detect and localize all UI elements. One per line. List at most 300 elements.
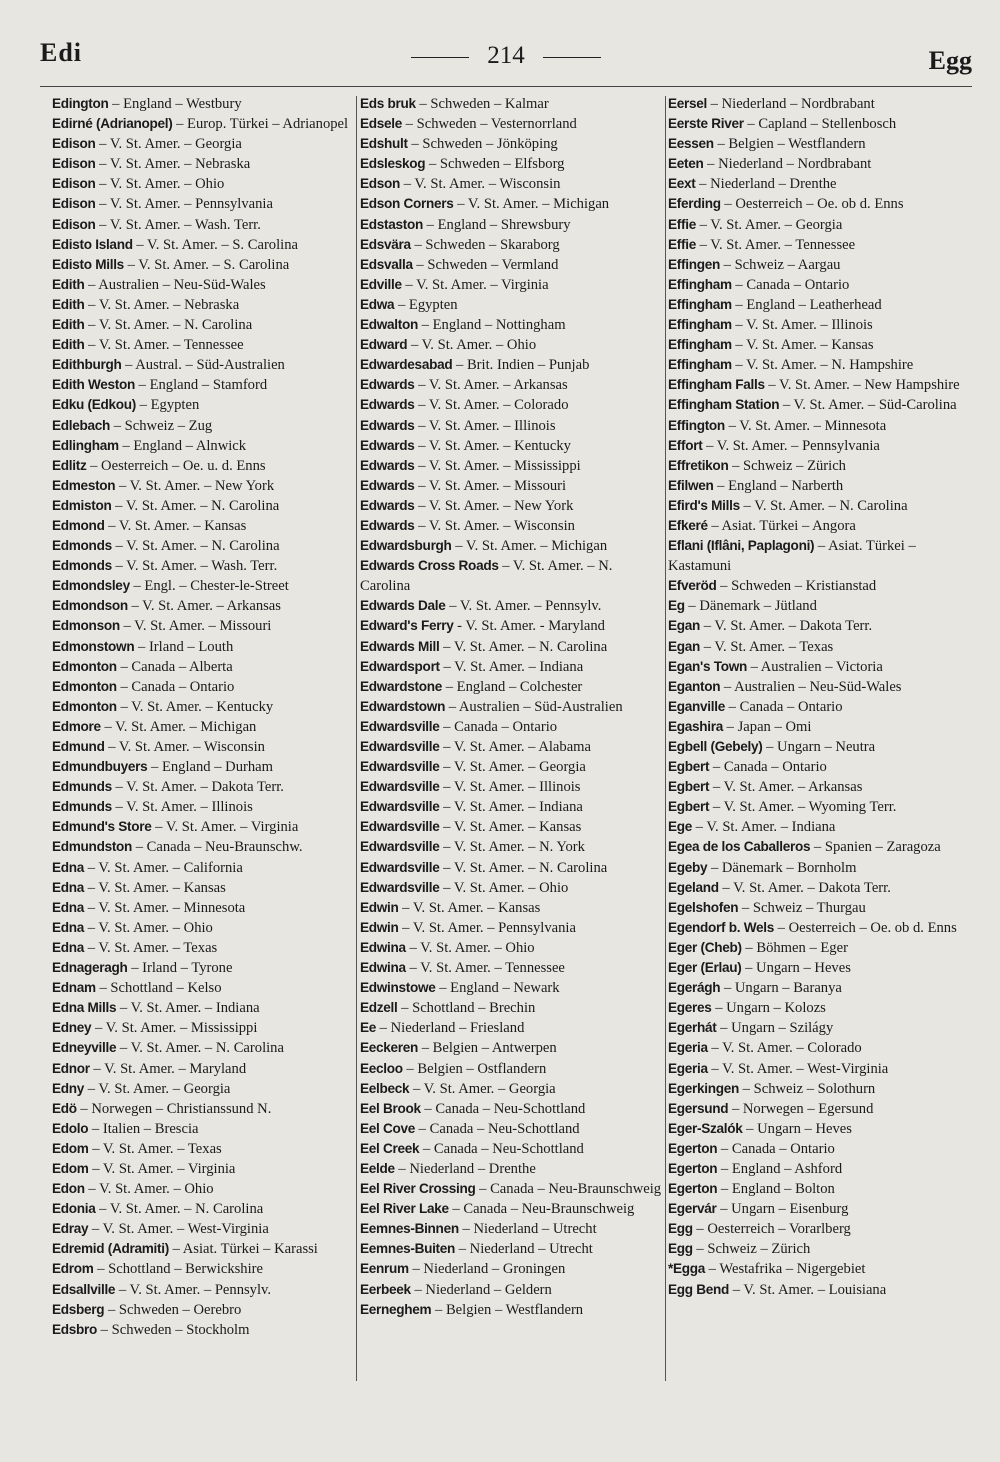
place-name: Egeres [668, 1000, 712, 1016]
place-name: Egashira [668, 718, 724, 734]
gazetteer-entry [360, 1179, 664, 1199]
gazetteer-entry [52, 837, 352, 857]
place-location: – Schweden – Oerebro [104, 1301, 242, 1318]
gazetteer-entry [668, 215, 974, 235]
gazetteer-entry [52, 1259, 352, 1279]
place-name: Edrom [52, 1261, 94, 1277]
place-name: Egerhát [668, 1020, 717, 1036]
place-name: Edwardsville [360, 779, 440, 795]
gazetteer-entry [668, 194, 974, 214]
gazetteer-entry [360, 697, 664, 717]
place-location: – Schweiz – Zürich [728, 457, 846, 474]
gazetteer-entry [668, 596, 974, 616]
header-dash-right [543, 57, 601, 58]
place-name: Egelshofen [668, 899, 739, 915]
place-name: Egersund [668, 1100, 729, 1116]
place-name: Edith [52, 317, 85, 333]
page-number-line [40, 42, 972, 70]
gazetteer-entry [360, 94, 664, 114]
place-location: – V. St. Amer. – Minnesota [724, 417, 887, 434]
gazetteer-entry [52, 1219, 352, 1239]
place-name: Eg [668, 598, 685, 614]
gazetteer-entry [668, 616, 974, 636]
place-name: Edon [52, 1181, 85, 1197]
place-location: – Asiat. Türkei – Kastamuni [668, 538, 916, 575]
place-name: Edwardesabad [360, 357, 453, 373]
gazetteer-entry [668, 878, 974, 898]
place-name: Edington [52, 96, 109, 111]
place-name: Eferding [668, 196, 721, 212]
place-location: – V. St. Amer. – N. Carolina [111, 497, 280, 514]
place-location: – V. St. Amer. – Arkansas [127, 598, 281, 615]
place-location: – V. St. Amer. – Wyoming Terr. [709, 799, 897, 816]
place-location: – V. St. Amer. – Ohio [84, 1181, 214, 1198]
place-name: Edmiston [52, 497, 112, 513]
place-location: – Asiat. Türkei – Karassi [168, 1241, 318, 1258]
gazetteer-entry [52, 958, 352, 978]
place-name: *Egga [668, 1261, 706, 1277]
place-name: Egeria [668, 1040, 708, 1056]
place-name: Edku (Edkou) [52, 397, 137, 413]
place-location: – V. St. Amer. – Dakota Terr. [111, 779, 284, 796]
place-location: – V. St. Amer. – N. Carolina [116, 1040, 284, 1057]
place-name: Eds bruk [360, 96, 416, 111]
gazetteer-entry [360, 1038, 664, 1058]
place-location: – Schottland – Kelso [95, 980, 222, 997]
place-name: Edith [52, 296, 85, 312]
place-location: – Asiat. Türkei – Angora [707, 517, 856, 534]
place-name: Egeria [668, 1060, 708, 1076]
place-name: Eel Creek [360, 1140, 420, 1156]
place-name: Edwin [360, 899, 399, 915]
place-location: – V. St. Amer. – Dakota Terr. [718, 879, 891, 896]
gazetteer-entry [668, 375, 974, 395]
place-location: – V. St. Amer. – Georgia [95, 136, 242, 153]
gazetteer-entry [52, 174, 352, 194]
gazetteer-entry [668, 1119, 974, 1139]
place-location: – V. St. Amer. – Alabama [439, 739, 591, 755]
place-location: – Canada – Neu-Schottland [419, 1140, 584, 1157]
place-name: Effort [668, 437, 703, 453]
place-name: Edmund's Store [52, 819, 152, 835]
place-location: – England – Colchester [442, 678, 583, 695]
gazetteer-entry [668, 677, 974, 697]
place-location: – V. St. Amer. – Wisconsin [400, 176, 561, 193]
place-name: Edna [52, 919, 85, 935]
place-location: – V. St. Amer. – N. York [439, 839, 585, 856]
place-name: Effie [668, 216, 696, 232]
gazetteer-entry [668, 476, 974, 496]
place-name: Edwardsville [360, 819, 440, 835]
header-dash-left [411, 57, 469, 58]
gazetteer-entry [52, 536, 352, 556]
place-location: – V. St. Amer. – Nebraska [95, 156, 251, 173]
gazetteer-entry [360, 154, 664, 174]
place-name: Edmonton [52, 698, 117, 714]
gazetteer-entry [360, 596, 664, 616]
place-location: – V. St. Amer. – Georgia [439, 759, 586, 776]
place-location: – V. St. Amer. – Louisiana [729, 1281, 887, 1298]
place-location: – Canada – Neu-Schottland [415, 1120, 580, 1137]
place-location: – V. St. Amer. – Indiana [116, 1000, 260, 1017]
place-name: Eemnes-Binnen [360, 1221, 459, 1237]
gazetteer-entry [52, 476, 352, 496]
place-location: – England – Bolton [717, 1181, 835, 1198]
gazetteer-entry [668, 1259, 974, 1279]
place-location: – England – Narberth [713, 477, 844, 494]
place-location: – Schweiz – Solothurn [739, 1080, 876, 1097]
gazetteer-entry [52, 677, 352, 697]
place-name: Edna Mills [52, 1000, 117, 1016]
gazetteer-entry [360, 938, 664, 958]
place-name: Edmeston [52, 477, 116, 493]
gazetteer-entry [52, 637, 352, 657]
gazetteer-entry [360, 355, 664, 375]
place-name: Edmonstown [52, 638, 135, 654]
place-location: – V. St. Amer. – N. Hampshire [731, 357, 914, 374]
place-location: – V. St. Amer. – Minnesota [84, 899, 246, 916]
place-location: – Australien – Victoria [746, 658, 883, 675]
place-location: – V. St. Amer. – Ohio [439, 879, 569, 896]
gazetteer-entry [668, 295, 974, 315]
gazetteer-entry [52, 998, 352, 1018]
place-name: Egerton [668, 1160, 718, 1176]
gazetteer-entry [360, 114, 664, 134]
place-name: Egerágh [668, 980, 721, 996]
place-location: – V. St. Amer. – Georgia [84, 1080, 231, 1097]
gazetteer-entry [668, 1038, 974, 1058]
place-name: Egendorf b. Wels [668, 919, 774, 935]
gazetteer-entry [360, 878, 664, 898]
place-name: Egbert [668, 759, 710, 775]
place-location: – Irland – Tyrone [127, 960, 233, 977]
place-location: – V. St. Amer. – Texas [700, 638, 834, 655]
gazetteer-entry [52, 697, 352, 717]
place-name: Eel Cove [360, 1120, 416, 1136]
gazetteer-entry [668, 496, 974, 516]
gazetteer-entry [668, 154, 974, 174]
gazetteer-entry [52, 777, 352, 797]
gazetteer-entry [52, 717, 352, 737]
place-name: Eessen [668, 136, 714, 152]
place-name: Egeland [668, 879, 719, 895]
place-location: – Böhmen – Eger [741, 939, 848, 956]
place-location: – Capland – Stellenbosch [743, 116, 897, 133]
place-location: – Canada – Ontario [709, 759, 827, 776]
gazetteer-entry [668, 456, 974, 476]
place-name: Edna [52, 939, 85, 955]
place-name: Edwardsville [360, 879, 440, 895]
gazetteer-entry [668, 1219, 974, 1239]
place-location: – England – Leatherhead [731, 296, 882, 313]
gazetteer-entry [52, 556, 352, 576]
place-location: – Canada – Ontario [731, 276, 850, 293]
place-location: – V. St. Amer. – N. Carolina [84, 317, 253, 334]
gazetteer-entry [360, 1139, 664, 1159]
gazetteer-entry [52, 275, 352, 295]
place-location: – V. St. Amer. – N. Carolina [739, 497, 908, 514]
place-location: – Dänemark – Bornholm [707, 859, 857, 876]
gazetteer-entry [360, 717, 664, 737]
gazetteer-entry [360, 1280, 664, 1300]
place-name: Egbell (Gebely) [668, 739, 763, 754]
place-name: Edson Corners [360, 196, 454, 212]
place-location: – V. St. Amer. – Michigan [453, 196, 610, 213]
gazetteer-entry [52, 1179, 352, 1199]
place-name: Edmond [52, 517, 105, 533]
place-location: – V. St. Amer. – Ohio [95, 176, 225, 193]
place-location: – V. St. Amer. – Arkansas [414, 377, 568, 394]
place-name: Efird's Mills [668, 497, 740, 513]
place-name: Edonia [52, 1201, 96, 1217]
gazetteer-entry [360, 536, 664, 556]
gazetteer-entry [668, 235, 974, 255]
page-number: 214 [487, 42, 525, 69]
place-location: – Schweiz – Zürich [692, 1241, 811, 1258]
place-name: Effingham Falls [668, 377, 765, 393]
place-name: Edna [52, 859, 85, 875]
gazetteer-entry [52, 737, 352, 757]
place-name: Edison [52, 136, 96, 152]
gazetteer-entry [52, 757, 352, 777]
gazetteer-entry [668, 255, 974, 275]
gazetteer-entry [360, 295, 664, 315]
place-name: Egerkingen [668, 1080, 740, 1096]
place-name: Efkeré [668, 517, 708, 533]
place-name: Egerton [668, 1140, 718, 1156]
place-name: Edirné (Adrianopel) [52, 116, 173, 132]
place-location: – Belgien – Ostflandern [402, 1060, 547, 1077]
gazetteer-entry [52, 918, 352, 938]
place-name: Edwards Dale [360, 598, 446, 614]
place-name: Edwardstown [360, 698, 446, 714]
place-name: Edzell [360, 1000, 398, 1016]
gazetteer-entry [360, 315, 664, 335]
place-name: Egeby [668, 859, 708, 875]
place-name: Eerste River [668, 116, 744, 132]
place-name: Edom [52, 1140, 89, 1156]
gazetteer-entry [52, 194, 352, 214]
gazetteer-entry [52, 255, 352, 275]
place-location: – V. St. Amer. – Ohio [407, 337, 537, 354]
gazetteer-entry [668, 1199, 974, 1219]
gazetteer-entry [668, 1280, 974, 1300]
place-location: - V. St. Amer. - Maryland [453, 618, 605, 635]
place-name: Edmundston [52, 839, 133, 855]
gazetteer-entry [668, 1159, 974, 1179]
place-location: – V. St. Amer. – Ohio [84, 919, 213, 936]
place-name: Ee [360, 1020, 377, 1036]
place-name: Edwardsville [360, 718, 440, 734]
gazetteer-entry [360, 918, 664, 938]
place-name: Edmunds [52, 799, 112, 815]
place-location: – V. St. Amer. – Mississippi [414, 457, 581, 474]
place-location: – Niederland – Groningen [408, 1261, 566, 1278]
gazetteer-entry [52, 94, 352, 114]
gazetteer-entry [52, 1320, 352, 1340]
gazetteer-entry [668, 94, 974, 114]
place-location: – Norwegen – Christianssund N. [76, 1100, 272, 1117]
place-location: – Niederland – Utrecht [455, 1241, 593, 1258]
place-location: – V. St. Amer. – N. Carolina [439, 638, 608, 655]
place-location: – V. St. Amer. – Kansas [398, 899, 541, 916]
place-location: – Australien – Neu-Süd-Wales [720, 678, 902, 695]
place-name: Eerneghem [360, 1301, 432, 1317]
place-name: Edwards Mill [360, 638, 440, 654]
place-location: – Australien – Neu-Süd-Wales [84, 276, 266, 293]
place-location: – V. St. Amer. – Kansas [84, 879, 226, 896]
header-rule [40, 86, 972, 87]
place-location: – Schweden – Jönköping [407, 136, 558, 153]
gazetteer-entry [668, 837, 974, 857]
place-location: – Canada – Neu-Braunschweig [448, 1201, 635, 1218]
place-name: Egg [668, 1241, 693, 1257]
place-location: – V. St. Amer. – Tennessee [695, 236, 856, 253]
place-location: – Ungarn – Kolozs [711, 1000, 826, 1017]
place-location: – V. St. Amer. – Maryland [89, 1060, 247, 1077]
place-location: – V. St. Amer. – Indiana [439, 658, 584, 675]
place-location: – Norwegen – Egersund [728, 1100, 874, 1117]
place-location: – Ungarn – Eisenburg [716, 1201, 849, 1218]
place-location: – Schweden – Kalmar [415, 96, 549, 112]
place-location: – V. St. Amer. – New York [414, 497, 574, 514]
place-name: Edwa [360, 296, 395, 312]
place-name: Edwina [360, 960, 406, 976]
place-name: Eelbeck [360, 1080, 410, 1096]
gazetteer-entry [52, 1059, 352, 1079]
place-location: – Westafrika – Nigergebiet [705, 1261, 866, 1278]
place-name: Edison [52, 156, 96, 172]
gazetteer-entry [668, 335, 974, 355]
gazetteer-entry [360, 1079, 664, 1099]
gazetteer-entry [52, 657, 352, 677]
gazetteer-entry [52, 616, 352, 636]
gazetteer-entry [52, 797, 352, 817]
place-name: Edmonton [52, 658, 117, 674]
place-location: – V. St. Amer. – N. Carolina [439, 859, 608, 876]
gazetteer-entry [668, 757, 974, 777]
place-name: Edmonds [52, 538, 112, 554]
place-location: – Canada – Neu-Braunschweig [475, 1181, 662, 1198]
gazetteer-entry [668, 576, 974, 596]
place-name: Eel River Crossing [360, 1181, 476, 1197]
gazetteer-entry [360, 1018, 664, 1038]
gazetteer-entry [668, 114, 974, 134]
place-location: – V. St. Amer. – Wisconsin [104, 739, 265, 755]
place-location: – V. St. Amer. – Illinois [439, 779, 581, 796]
place-name: Edmondsley [52, 578, 130, 594]
place-location: – Austral. – Süd-Australien [121, 357, 285, 374]
gazetteer-entry [360, 637, 664, 657]
place-name: Edwards [360, 437, 415, 453]
place-location: – England – Westbury [108, 96, 242, 112]
place-name: Edville [360, 276, 402, 292]
gazetteer-entry [52, 1079, 352, 1099]
gazetteer-entry [668, 1099, 974, 1119]
place-name: Edshult [360, 136, 408, 152]
gazetteer-entry [668, 717, 974, 737]
place-name: Edmondson [52, 598, 128, 614]
gazetteer-entry [360, 797, 664, 817]
place-name: Eger (Erlau) [668, 960, 742, 976]
place-name: Edwards [360, 377, 415, 393]
place-location: – Canada – Neu-Schottland [420, 1100, 586, 1117]
place-name: Edwin [360, 919, 399, 935]
place-name: Edsleskog [360, 156, 426, 172]
place-name: Edray [52, 1221, 89, 1237]
gazetteer-entry [52, 1099, 352, 1119]
place-name: Edmore [52, 718, 101, 734]
gazetteer-entry [360, 978, 664, 998]
place-location: – V. St. Amer. – Kentucky [116, 698, 274, 715]
place-location: – V. St. Amer. – S. Carolina [123, 256, 290, 273]
place-name: Edithburgh [52, 357, 122, 373]
place-name: Edny [52, 1080, 85, 1096]
place-name: Efveröd [668, 578, 717, 594]
place-name: Edney [52, 1020, 92, 1036]
gazetteer-entry [52, 235, 352, 255]
gazetteer-entry [668, 938, 974, 958]
place-name: Edith [52, 337, 85, 353]
place-location: – V. St. Amer. – Virginia [401, 276, 549, 293]
gazetteer-entry [668, 777, 974, 797]
place-location: – Schottland – Brechin [397, 1000, 536, 1017]
place-location: – V. St. Amer. – Süd-Carolina [779, 397, 957, 414]
place-location: – V. St. Amer. – Indiana [692, 819, 836, 836]
place-name: Effingham [668, 276, 732, 292]
place-name: Ednor [52, 1060, 90, 1076]
place-location: – V. St. Amer. – Pennsylvania [398, 919, 576, 936]
gazetteer-entry [52, 416, 352, 436]
place-location: – England – Shrewsbury [423, 216, 571, 233]
gazetteer-entry [52, 154, 352, 174]
place-name: Edlingham [52, 437, 119, 453]
gazetteer-entry [360, 1119, 664, 1139]
place-name: Egan [668, 638, 701, 654]
place-name: Edwardsville [360, 839, 440, 855]
place-name: Effie [668, 236, 696, 252]
place-name: Edö [52, 1100, 77, 1116]
gazetteer-entry [52, 1199, 352, 1219]
place-location: – Schweiz – Zug [110, 417, 213, 434]
place-name: Edwardsville [360, 799, 440, 815]
place-location: – V. St. Amer. – Tennessee [84, 337, 244, 354]
gazetteer-entry [52, 938, 352, 958]
place-name: Eeten [668, 156, 704, 172]
gazetteer-entry [668, 516, 974, 536]
gazetteer-entry [668, 1239, 974, 1259]
gazetteer-entry [668, 1018, 974, 1038]
place-location: – V. St. Amer. – Arkansas [709, 779, 863, 796]
gazetteer-entry [668, 134, 974, 154]
place-name: Edolo [52, 1120, 89, 1136]
gazetteer-entry [52, 215, 352, 235]
place-name: Ege [668, 819, 693, 835]
place-location: – V. St. Amer. – Colorado [414, 397, 569, 414]
place-name: Edwalton [360, 317, 419, 333]
place-name: Edsvära [360, 236, 411, 252]
place-location: – Oesterreich – Oe. u. d. Enns [86, 457, 266, 474]
gazetteer-entry [360, 375, 664, 395]
place-location: – V. St. Amer. – Kansas [731, 337, 874, 354]
place-name: Egbert [668, 779, 710, 795]
place-name: Eemnes-Buiten [360, 1241, 456, 1257]
place-name: Eelde [360, 1160, 395, 1176]
gazetteer-entry [52, 1280, 352, 1300]
place-location: – Niederland – Nordbrabant [707, 96, 875, 112]
gazetteer-column-3 [668, 94, 974, 1300]
place-name: Edson [360, 176, 401, 192]
